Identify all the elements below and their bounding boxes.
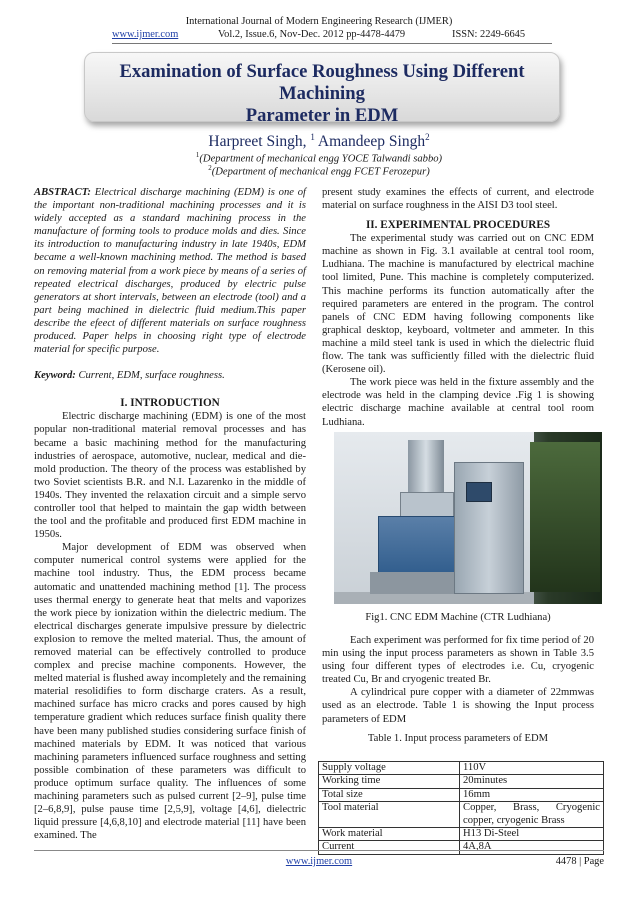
author-2: Amandeep Singh xyxy=(317,133,426,151)
table-param-cell: Supply voltage xyxy=(319,762,460,775)
affiliation-1-sup: 1 xyxy=(195,151,200,159)
table-value-cell: 16mm xyxy=(460,788,604,801)
paper-title xyxy=(85,61,559,127)
affiliation-1-text: (Department of mechanical engg YOCE Talwandi sabbo) xyxy=(199,153,443,165)
title-box xyxy=(84,52,560,126)
table-param-cell: Working time xyxy=(319,775,460,788)
affiliation-2-text: (Department of mechanical engg FCET Ferozepur) xyxy=(211,166,430,178)
table-value-cell: 110V xyxy=(460,762,604,775)
table-value-cell: 4A,8A xyxy=(460,841,604,854)
intro-paragraph-1: Electric discharge machining (EDM) is one of the most popular non-traditional material removal processes and has became a basic machining method for the manufacturing industries of aerospace, automotive, nuclear, medical and die-mold production. The theory of the process was established by two Soviet scientists B.R. and N.I. Lazarenko in the middle of 1940s. They invented the relaxation circuit and a simple servo controller tool that helped to maintain the gap width between the tool and the profitable and produced first EDM machine in 1950s. xyxy=(34,411,306,541)
experimental-paragraph-2: The work piece was held in the fixture assembly and the electrode was held in the clamping device .Fig 1 is showing electric discharge machine available at central tool room Ludhiana. xyxy=(322,377,594,428)
author-1: Harpreet Singh, xyxy=(208,133,307,151)
journal-url-link[interactable]: www.ijmer.com xyxy=(112,29,179,40)
table-param-cell: Total size xyxy=(319,788,460,801)
table-row xyxy=(319,841,604,854)
affiliation-2-sup: 2 xyxy=(208,164,212,172)
table-caption: Table 1. Input process parameters of EDM xyxy=(367,732,549,744)
table-param-cell: Work material xyxy=(319,828,460,841)
experiment-paragraph-4: A cylindrical pure copper with a diameter of 22mmwas used as an electrode. Table 1 is showing the Input process parameters of EDM xyxy=(322,687,594,725)
header-rule xyxy=(112,43,552,44)
table-row xyxy=(319,775,604,788)
author-line xyxy=(0,128,638,151)
intro-paragraph-2: Major development of EDM was observed when computer numerical control systems were applied for the machine tool industry. Thus, the EDM process became automatic and unattended machining method [1]. The process uses thermal energy to generate heat that melts and vaporizes the work piece by ionization within the dielectric medium. The electrical discharges generate impulsive pressure by dielectric explosion to remove the melted material. Thus, the amount of removed material can be effectively controlled to produce complex and precise machine components. However, the melted material is flushed away incompletely and the remaining material resolidifies to form discharge craters. As a result, machined surface has micro cracks and pores caused by high temperature gradient which reduces surface finish quality there have been many published studies considering surface finish of machined materials by EDM. It was noticed that various machining parameters influenced surface roughness and setting possible combination of these parameters was difficult to produce optimum surface quality. The influences of some machining parameters such as pulsed current [2–9], pulse time [2–6,8,9], pulse pause time [2,5,9], voltage [4,6], dielectric liquid pressure [4,6,8,10] and electrode material [11] have been examined. The xyxy=(34,542,306,842)
intro-heading: I. INTRODUCTION xyxy=(120,397,220,410)
journal-issn: ISSN: 2249-6645 xyxy=(452,29,526,40)
keywords-label: Keyword: xyxy=(34,370,76,382)
table-param-cell: Current xyxy=(319,841,460,854)
journal-volume: Vol.2, Issue.6, Nov-Dec. 2012 pp-4478-4479 xyxy=(218,29,406,40)
left-column xyxy=(34,186,306,842)
author-1-sup: 1 xyxy=(310,132,315,142)
affiliation-2 xyxy=(0,162,638,179)
table-value-cell: 20minutes xyxy=(460,775,604,788)
page-number: 4478 | Page xyxy=(555,856,604,867)
keywords xyxy=(34,369,306,382)
experimental-heading: II. EXPERIMENTAL PROCEDURES xyxy=(365,219,551,232)
paper-title-line1: Examination of Surface Roughness Using Different Machining xyxy=(119,61,525,104)
abstract-label: ABSTRACT: xyxy=(34,187,91,198)
abstract xyxy=(34,186,306,356)
experimental-paragraph-1: The experimental study was carried out on CNC EDM machine as shown in Fig. 3.1 available at central tool room, Ludhiana. The machine is manufactured by electrical machine tool limited, Pune. This machine is completely computerized. This machine performs its function automatically after the required parameters are entered in the program. The control panels of CNC EDM having following components like graphical desktop, keyboard, voltmeter and ammeter. In this machine a mild steel tank is used in which the dielectric fluid flow. The tank was sufficiently filled with the dielectric fluid (Kerosene oil). xyxy=(322,233,594,376)
table-row xyxy=(319,828,604,841)
journal-name: International Journal of Modern Engineering Research (IJMER) xyxy=(185,16,453,27)
parameters-table xyxy=(318,761,604,855)
table-row xyxy=(319,802,604,828)
footer-url-link[interactable]: www.ijmer.com xyxy=(285,856,353,867)
table-param-cell: Tool material xyxy=(319,802,460,828)
table-row xyxy=(319,762,604,775)
table-value-cell: H13 Di-Steel xyxy=(460,828,604,841)
edm-machine-photo xyxy=(334,432,602,604)
footer-rule xyxy=(34,850,604,851)
right-column-lower xyxy=(322,634,594,745)
abstract-text: Electrical discharge machining (EDM) is one of the important non-traditional machining processes and it is widely accepted as a standard machining process in the manufacture of forming tools to produce molds and dies. Since its introduction to manufacturing industry in late 1940s, EDM became a well-known machining method. The method is based on removing material from a work piece by means of a series of repeated electrical discharges, produced by electric pulse generators at short intervals, between an electrode (tool) and a part being machined in dielectric fluid medium.This paper describe the efeect of different materials on surface roughness produced. Paper helps in choosing right type of electrode material for specific purpose. xyxy=(34,187,307,356)
right-paragraph-0: present study examines the effects of current, and electrode material on surface roughness in the AISI D3 tool steel. xyxy=(322,187,594,212)
figure-caption: Fig1. CNC EDM Machine (CTR Ludhiana) xyxy=(365,612,551,623)
right-column xyxy=(322,186,594,429)
keywords-text: Current, EDM, surface roughness. xyxy=(78,370,225,382)
paper-title-line2: Parameter in EDM xyxy=(245,105,399,126)
author-2-sup: 2 xyxy=(425,132,430,142)
table-row xyxy=(319,788,604,801)
experiment-paragraph-3: Each experiment was performed for fix time period of 20 min using the input process parameters as shown in Table 3.5 using four different types of electrodes i.e. Cu, cryogenic treated Cu, Br and cryogenic treated Br. xyxy=(322,635,594,686)
table-value-cell: Copper, Brass, Cryogenic copper, cryogenic Brass xyxy=(460,802,604,828)
